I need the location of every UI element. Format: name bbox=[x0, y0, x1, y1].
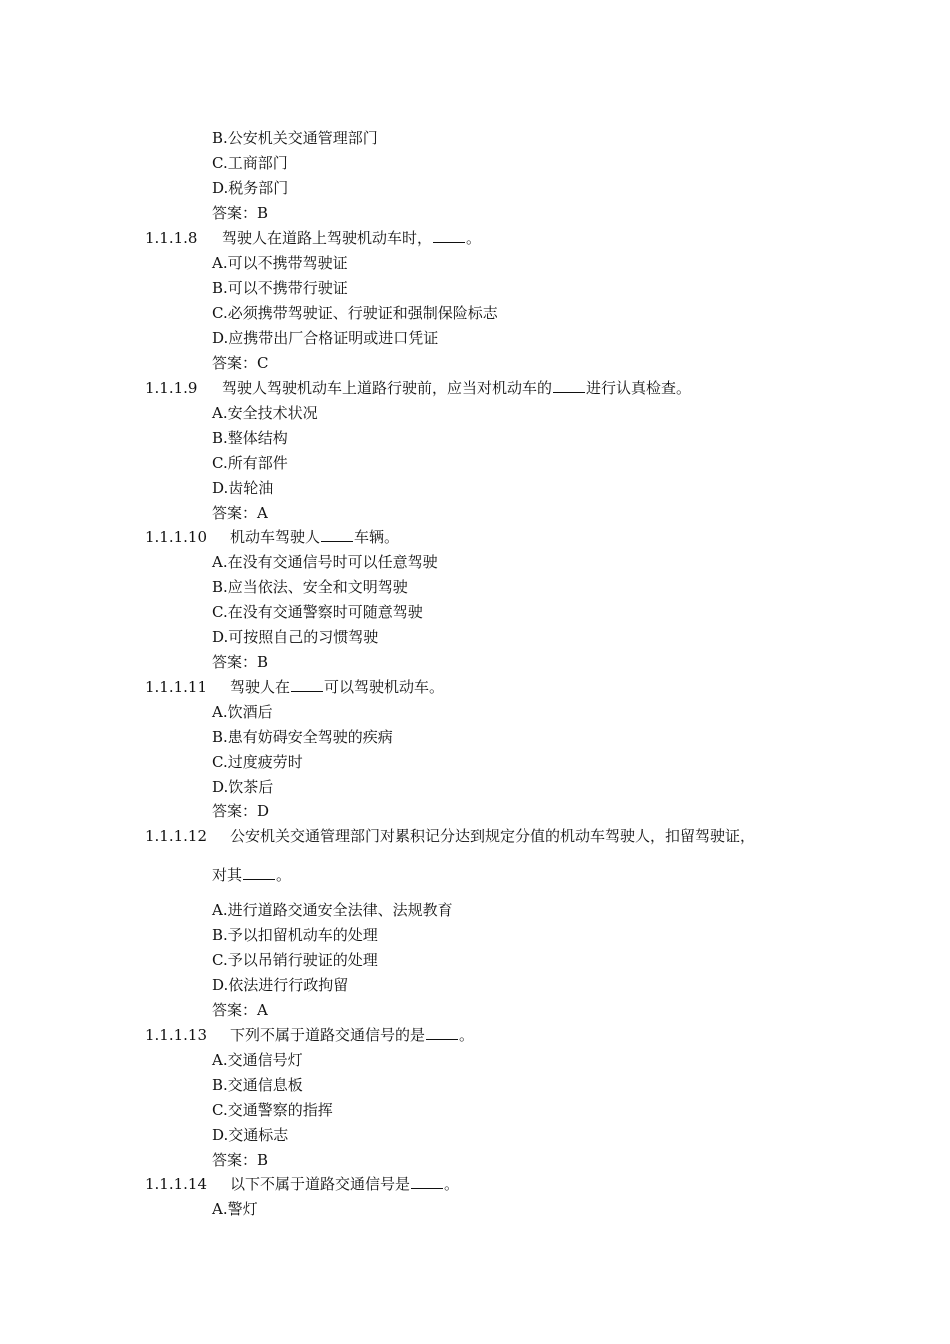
question-text: 公安机关交通管理部门对累积记分达到规定分值的机动车驾驶人，扣留驾驶证， bbox=[230, 827, 756, 845]
option-d: D.依法进行行政拘留 bbox=[212, 976, 349, 994]
answer: 答案：B bbox=[212, 1151, 269, 1169]
question-number: 1.1.1.13 bbox=[145, 1026, 208, 1044]
option-q7-c: C.工商部门 bbox=[212, 154, 288, 172]
answer-blank bbox=[426, 1025, 458, 1040]
answer-blank bbox=[411, 1174, 443, 1189]
question-text: 机动车驾驶人 车辆。 bbox=[230, 528, 400, 546]
option-c: C.交通警察的指挥 bbox=[212, 1101, 333, 1119]
question-text-continuation: 对其 。 bbox=[212, 866, 292, 884]
question-number: 1.1.1.12 bbox=[145, 827, 208, 845]
answer-blank bbox=[553, 378, 585, 393]
option-c: C.在没有交通警察时可随意驾驶 bbox=[212, 603, 423, 621]
question-number: 1.1.1.9 bbox=[145, 379, 198, 397]
answer-blank bbox=[291, 677, 323, 692]
question-number: 1.1.1.8 bbox=[145, 229, 198, 247]
answer: 答案：A bbox=[212, 504, 268, 522]
question-number: 1.1.1.10 bbox=[145, 528, 208, 546]
answer: 答案：A bbox=[212, 1001, 268, 1019]
answer-blank bbox=[243, 865, 275, 880]
option-d: D.应携带出厂合格证明或进口凭证 bbox=[212, 329, 439, 347]
option-a: A.在没有交通信号时可以任意驾驶 bbox=[212, 553, 438, 571]
question-text: 下列不属于道路交通信号的是 。 bbox=[230, 1026, 475, 1044]
option-q7-d: D.税务部门 bbox=[212, 179, 289, 197]
option-d: D.齿轮油 bbox=[212, 479, 274, 497]
option-b: B.应当依法、安全和文明驾驶 bbox=[212, 578, 408, 596]
question-number: 1.1.1.11 bbox=[145, 678, 208, 696]
option-a: A.可以不携带驾驶证 bbox=[212, 254, 348, 272]
option-b: B.予以扣留机动车的处理 bbox=[212, 926, 378, 944]
question-text: 驾驶人在 可以驾驶机动车。 bbox=[230, 678, 445, 696]
option-a: A.警灯 bbox=[212, 1200, 258, 1218]
answer: 答案：B bbox=[212, 653, 269, 671]
option-q7-b: B.公安机关交通管理部门 bbox=[212, 129, 378, 147]
option-a: A.饮酒后 bbox=[212, 703, 273, 721]
option-d: D.交通标志 bbox=[212, 1126, 289, 1144]
option-d: D.饮茶后 bbox=[212, 778, 274, 796]
option-b: B.患有妨碍安全驾驶的疾病 bbox=[212, 728, 393, 746]
option-b: B.可以不携带行驶证 bbox=[212, 279, 348, 297]
option-b: B.交通信息板 bbox=[212, 1076, 303, 1094]
question-text: 驾驶人驾驶机动车上道路行驶前，应当对机动车的 进行认真检查。 bbox=[222, 379, 692, 397]
option-d: D.可按照自己的习惯驾驶 bbox=[212, 628, 379, 646]
answer: 答案：D bbox=[212, 802, 270, 820]
answer-q7: 答案：B bbox=[212, 204, 269, 222]
option-a: A.安全技术状况 bbox=[212, 404, 318, 422]
question-text: 驾驶人在道路上驾驶机动车时， 。 bbox=[222, 229, 482, 247]
question-text: 以下不属于道路交通信号是 。 bbox=[230, 1175, 460, 1193]
option-a: A.进行道路交通安全法律、法规教育 bbox=[212, 901, 453, 919]
answer-blank bbox=[433, 228, 465, 243]
option-a: A.交通信号灯 bbox=[212, 1051, 303, 1069]
option-c: C.所有部件 bbox=[212, 454, 288, 472]
option-c: C.予以吊销行驶证的处理 bbox=[212, 951, 378, 969]
option-b: B.整体结构 bbox=[212, 429, 288, 447]
answer: 答案：C bbox=[212, 354, 269, 372]
question-number: 1.1.1.14 bbox=[145, 1175, 208, 1193]
answer-blank bbox=[321, 527, 353, 542]
option-c: C.必须携带驾驶证、行驶证和强制保险标志 bbox=[212, 304, 498, 322]
option-c: C.过度疲劳时 bbox=[212, 753, 303, 771]
